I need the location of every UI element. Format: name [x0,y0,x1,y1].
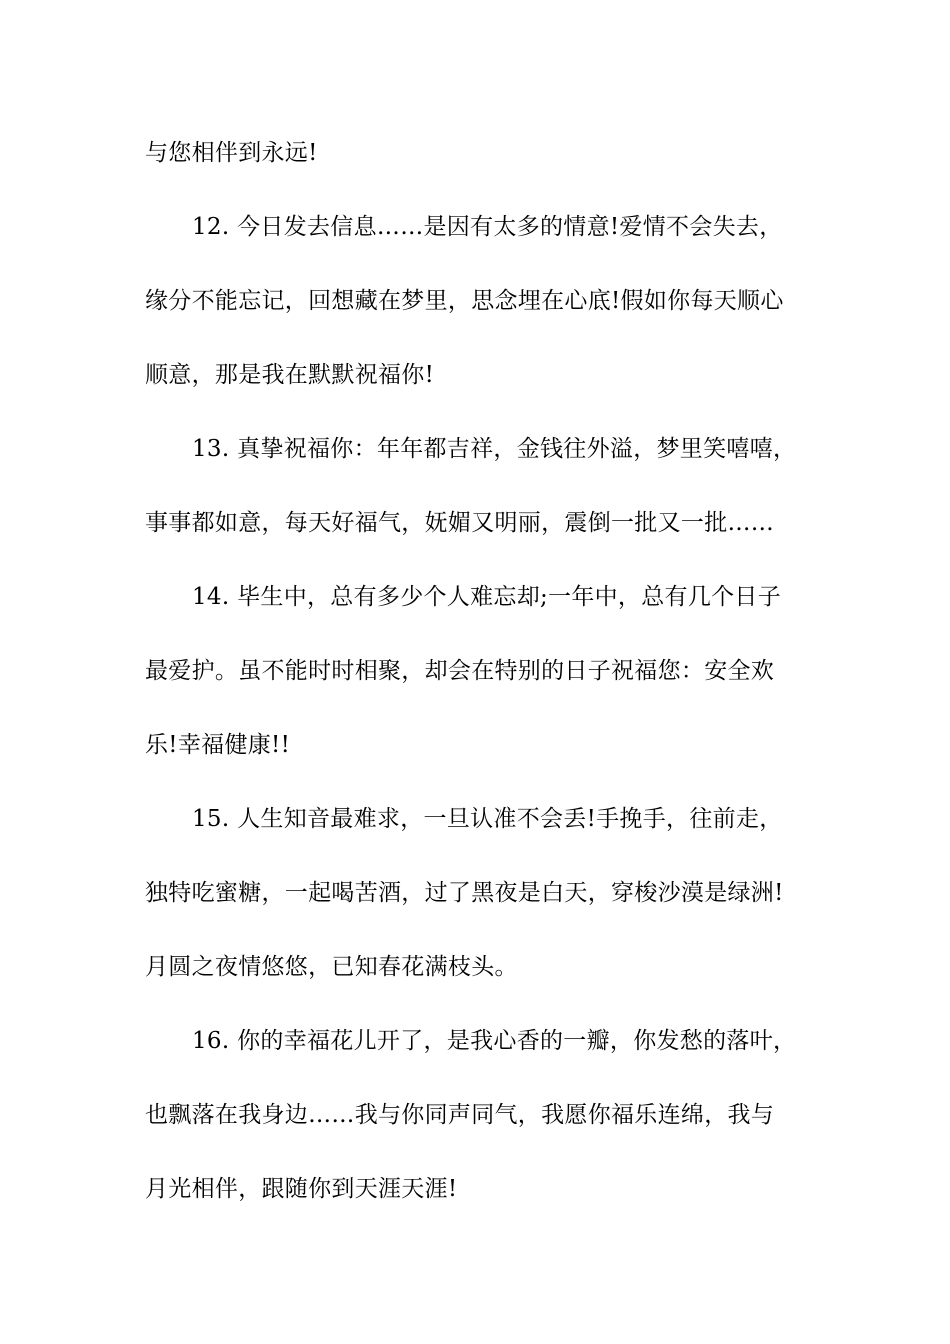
list-item-15-line: 15. 人生知音最难求，一旦认准不会丢!手挽手，往前走， [192,806,783,832]
text-line: 月圆之夜情悠悠，已知春花满枝头。 [145,954,518,980]
text-line: 最爱护。虽不能时时相聚，却会在特别的日子祝福您：安全欢 [145,658,775,684]
list-item-13-line: 13. 真挚祝福你：年年都吉祥，金钱往外溢，梦里笑嘻嘻， [192,436,797,462]
text-line: 乐!幸福健康!! [145,732,291,758]
text-line: 也飘落在我身边……我与你同声同气，我愿你福乐连绵，我与 [145,1102,775,1128]
text-line: 缘分不能忘记，回想藏在梦里，思念埋在心底!假如你每天顺心 [145,288,784,314]
text-line: 与您相伴到永远! [145,140,318,166]
text-line: 顺意，那是我在默默祝福你! [145,362,435,388]
list-item-14-line: 14. 毕生中，总有多少个人难忘却;一年中，总有几个日子 [192,584,782,610]
text-line: 月光相伴，跟随你到天涯天涯! [145,1176,458,1202]
list-item-12-line: 12. 今日发去信息……是因有太多的情意!爱情不会失去， [192,214,783,240]
text-line: 事事都如意，每天好福气，妩媚又明丽，震倒一批又一批…… [145,510,775,536]
list-item-16-line: 16. 你的幸福花儿开了，是我心香的一瓣，你发愁的落叶， [192,1028,797,1054]
text-line: 独特吃蜜糖，一起喝苦酒，过了黑夜是白天，穿梭沙漠是绿洲! [145,880,784,906]
